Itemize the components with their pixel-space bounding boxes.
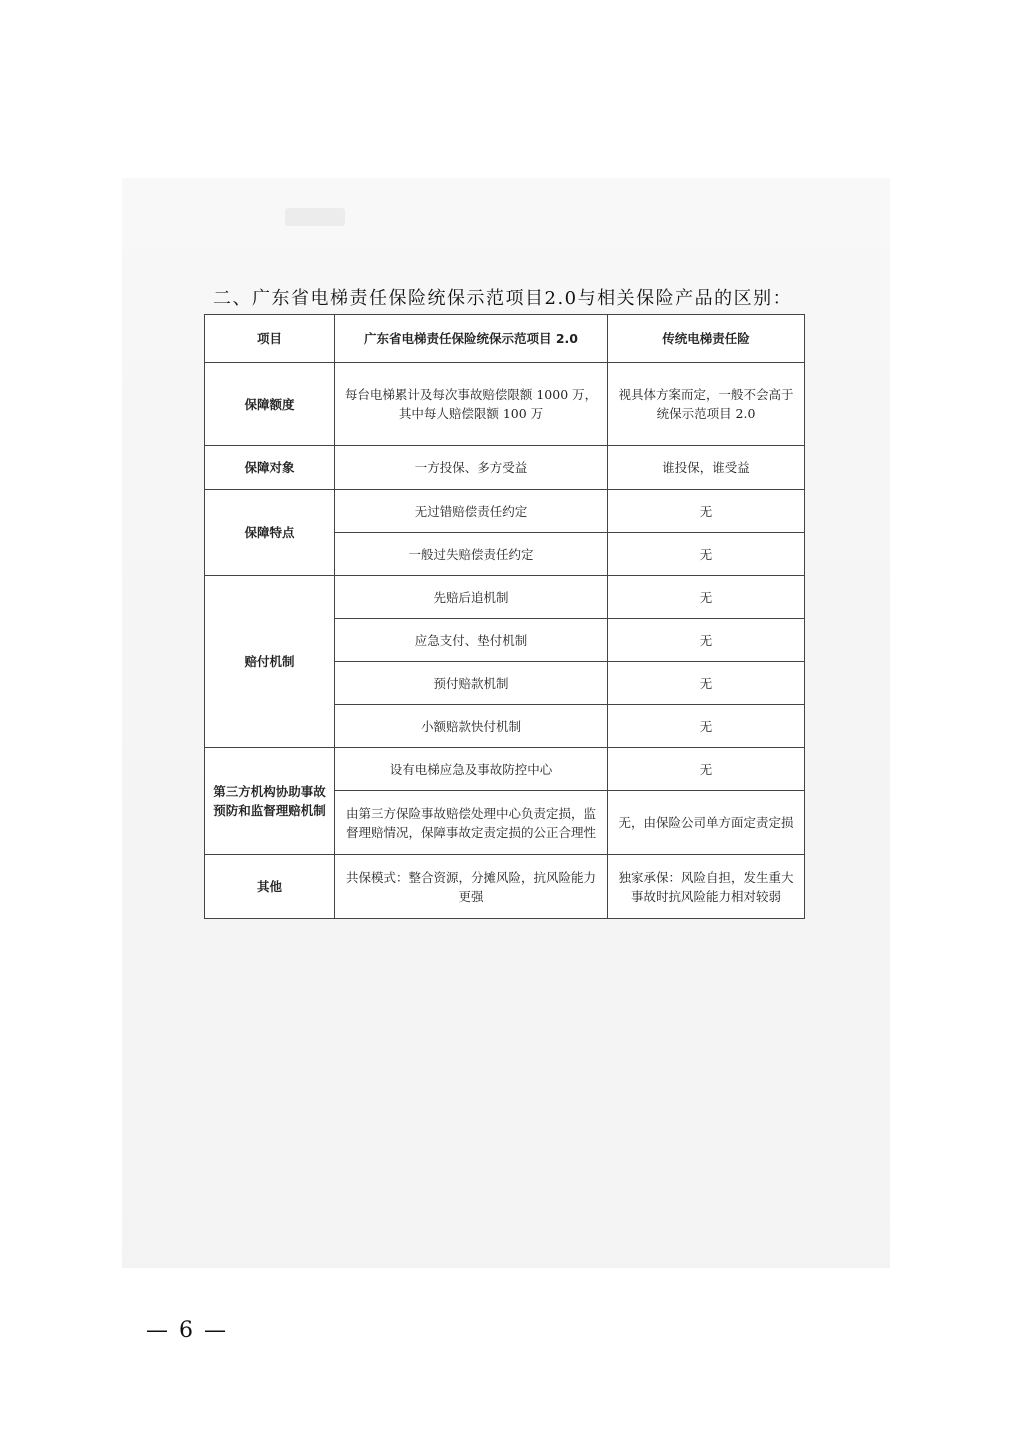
table-row: [205, 446, 805, 490]
row-category: 其他: [205, 855, 335, 919]
table-row: [205, 363, 805, 446]
gd-cell: 无过错赔偿责任约定: [335, 490, 608, 533]
gd-cell: 一方投保、多方受益: [335, 446, 608, 490]
gd-cell: 设有电梯应急及事故防控中心: [335, 748, 608, 791]
traditional-cell: 无，由保险公司单方面定责定损: [608, 791, 805, 855]
header-gd-project: 广东省电梯责任保险统保示范项目 2.0: [335, 315, 608, 363]
gd-cell: 应急支付、垫付机制: [335, 619, 608, 662]
row-category: 保障对象: [205, 446, 335, 490]
gd-cell: 一般过失赔偿责任约定: [335, 533, 608, 576]
table-row: [205, 748, 805, 791]
table-row: [205, 855, 805, 919]
scan-smudge: [285, 208, 345, 226]
traditional-cell: 视具体方案而定，一般不会高于统保示范项目 2.0: [608, 363, 805, 446]
traditional-cell: 无: [608, 705, 805, 748]
header-item: 项目: [205, 315, 335, 363]
row-category: 赔付机制: [205, 576, 335, 748]
gd-cell: 小额赔款快付机制: [335, 705, 608, 748]
table-row: [205, 576, 805, 619]
traditional-cell: 无: [608, 662, 805, 705]
traditional-cell: 无: [608, 490, 805, 533]
traditional-cell: 无: [608, 533, 805, 576]
gd-cell: 共保模式：整合资源，分摊风险，抗风险能力更强: [335, 855, 608, 919]
traditional-cell: 无: [608, 576, 805, 619]
comparison-table: [204, 314, 805, 919]
traditional-cell: 无: [608, 748, 805, 791]
header-traditional: 传统电梯责任险: [608, 315, 805, 363]
page-number: — 6 —: [146, 1318, 228, 1343]
traditional-cell: 无: [608, 619, 805, 662]
gd-cell: 先赔后追机制: [335, 576, 608, 619]
gd-cell: 由第三方保险事故赔偿处理中心负责定损，监督理赔情况，保障事故定责定损的公正合理性: [335, 791, 608, 855]
traditional-cell: 独家承保：风险自担，发生重大事故时抗风险能力相对较弱: [608, 855, 805, 919]
row-category: 第三方机构协助事故预防和监督理赔机制: [205, 748, 335, 855]
gd-cell: 预付赔款机制: [335, 662, 608, 705]
row-category: 保障特点: [205, 490, 335, 576]
section-heading: 二、广东省电梯责任保险统保示范项目2.0与相关保险产品的区别：: [213, 288, 793, 309]
table-header-row: [205, 315, 805, 363]
gd-cell: 每台电梯累计及每次事故赔偿限额 1000 万，其中每人赔偿限额 100 万: [335, 363, 608, 446]
table-row: [205, 490, 805, 533]
row-category: 保障额度: [205, 363, 335, 446]
traditional-cell: 谁投保，谁受益: [608, 446, 805, 490]
